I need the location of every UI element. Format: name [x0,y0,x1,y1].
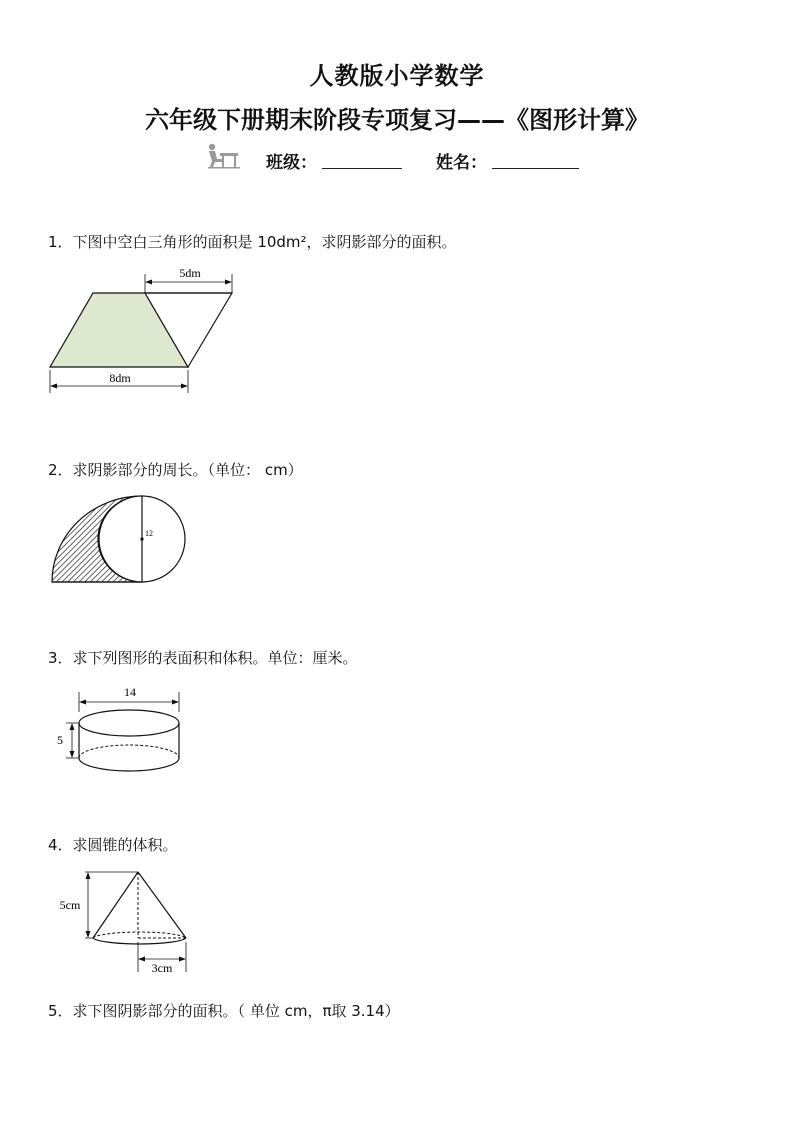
diameter-label: 14 [124,685,136,699]
question-number: 2． [48,461,73,479]
student-desk-icon [204,142,244,170]
name-field[interactable] [492,146,579,169]
height-label: 5 [57,733,63,747]
question-1 [48,231,457,252]
page-title: 人教版小学数学 [309,62,485,90]
question-number: 5． [48,1002,73,1020]
question-text: 求下图阴影部分的面积。（ 单位 cm，π取 3.14） [72,1002,400,1020]
class-label: 班级： [266,153,317,173]
height-label: 5cm [59,898,81,912]
question-number: 4． [48,836,73,854]
top-dimension-label: 5dm [179,266,201,280]
question-2 [48,459,303,480]
question-5 [48,1000,400,1021]
question-text: 下图中空白三角形的面积是 10dm²，求阴影部分的面积。 [72,233,457,251]
figure-2-circle-crescent [44,492,194,588]
question-number: 1． [48,233,73,251]
radius-label: 3cm [151,961,173,975]
figure-3-cylinder [50,682,190,777]
bottom-dimension-label: 8dm [109,371,131,385]
question-4 [48,834,178,855]
question-text: 求阴影部分的周长。（单位： cm） [72,461,303,479]
figure-4-cone [50,864,200,979]
diameter-label: 12 [145,529,153,538]
student-info-row [0,146,794,176]
question-text: 求圆锥的体积。 [72,836,178,854]
name-label: 姓名： [436,153,487,173]
question-number: 3． [48,649,73,667]
figure-1-trapezoid-parallelogram [40,262,250,397]
page-subtitle: 六年级下册期末阶段专项复习——《图形计算》 [145,106,649,134]
question-text: 求下列图形的表面积和体积。单位：厘米。 [72,649,358,667]
question-3 [48,647,358,668]
class-field[interactable] [322,146,402,169]
